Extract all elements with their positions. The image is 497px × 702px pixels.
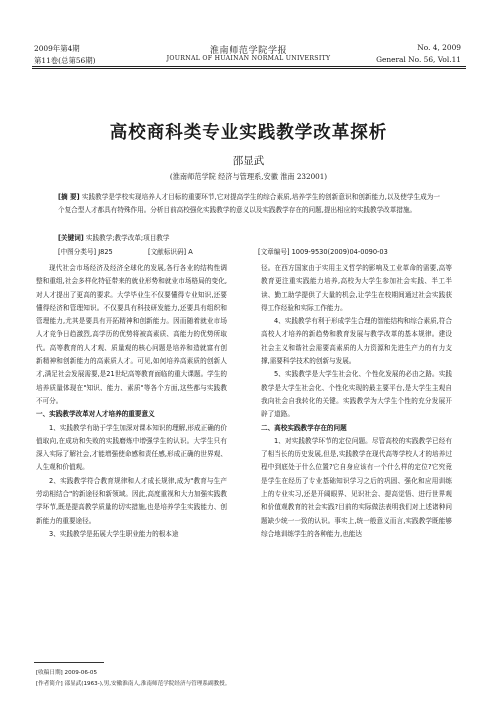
volume-en: General No. 56, Vol.11 xyxy=(376,55,461,64)
body-paragraph: 1、实践教学有助于学生加深对课本知识的理解,形成正确的价值取向,在成功和失败的实践磨炼中增强学生的认识。大学生只有深入实际了解社会,才能增强使命感和责任感,形成正确的世界观、人生观和价值观。 xyxy=(36,423,227,472)
document-code: [文献标识码] A xyxy=(148,248,193,256)
body-paragraph: 4、实践教学有利于形成学生合理的智能结构和综合素质,符合高校人才培养的新趋势和教育发展与教学改革的基本规律。建设社会主义和谐社会需要高素质的人力资源和先进生产力的有力支撑,需要科学技术的创新与发展。 xyxy=(261,317,452,366)
author-bio: [作者简介] 邵显武(1963-),男,安徽淮南人,淮南师范学院经济与管理系副教授。 xyxy=(36,681,231,687)
keywords xyxy=(58,232,170,242)
body-paragraph: 1、对实践教学环节的定位问题。尽管高校的实践教学已经有了相当长的历史发展,但是,实践教学在现代高等学校人才的培养过程中到底处于什么位置?它自身应该有一个什么样的定位?它究竟是学生在经历了专业基础知识学习之后的巩固、强化和应用训练上的专业实习,还是开阔眼界、见识社会、提高觉悟、进行世界观和价值观教育的社会实践?目前的实际做法表明我们对上述诸种问题缺少统一一致的认识。事实上,统一般意义而言,实践教学既能够综合地训练学生的各种能力,也能达 xyxy=(261,436,452,538)
received-date: [收稿日期] 2009-06-05 xyxy=(36,670,98,676)
header-rule-thin xyxy=(32,68,466,69)
section-heading: 一、实践教学改革对人才培养的重要意义 xyxy=(36,410,155,419)
body-column-left xyxy=(36,262,227,541)
footnote-rule xyxy=(34,662,104,663)
journal-header xyxy=(0,0,497,72)
volume-cn: 第11卷(总第56期) xyxy=(34,56,96,65)
article-number: [文章编号] 1009-9530(2009)04-0090-03 xyxy=(258,248,388,256)
issue-en: No. 4, 2009 xyxy=(417,43,461,52)
body-paragraph: 径。在西方国家由于实用主义哲学的影响及工业革命的需要,高等教育更注重实践能力培养,高校为大学生参加社会实践、半工半读、勤工助学提供了大量的机会,让学生在校期间通过社会实践获得工作经验和实际工作能力。 xyxy=(261,264,452,312)
journal-name-cn: 淮南师范学院学报 xyxy=(209,45,288,56)
author-name: 邵显武 xyxy=(232,155,265,167)
body-paragraph: 5、实践教学是大学生社会化、个性化发展的必由之路。实践教学是大学生社会化、个性化实现的最主要平台,是大学生主观自我向社会自我转化的关键。实践教学为大学生个性的充分发展开辟了道路。 xyxy=(261,370,452,419)
header-rule xyxy=(32,66,466,67)
abstract-text: 实践教学是学校实现培养人才目标的重要环节,它对提高学生的综合素质,培养学生的创新意识和创新能力,以及使学生成为一个复合型人才都具有特殊作用。分析目前高校强化实践教学的意义以及实践教学存在的问题,提出相应的实践教学改革措施。 xyxy=(58,193,440,215)
journal-name-en: JOURNAL OF HUAINAN NORMAL UNIVERSITY xyxy=(166,55,331,62)
body-paragraph: 2、实践教学符合教育规律和人才成长规律,成为"教育与生产劳动相结合"的新途径和新领域。因此,高度重视和大力加强实践教学环节,既是提高教学质量的切实措施,也是培养学生实践能力、创新能力的重要途径。 xyxy=(36,476,227,525)
abstract-label: [摘 要] xyxy=(58,193,80,201)
article-title: 高校商科类专业实践教学改革探析 xyxy=(109,123,388,143)
abstract xyxy=(58,191,440,217)
clc-number: [中图分类号] J825 xyxy=(58,248,113,256)
body-column-right xyxy=(261,262,452,541)
section-heading: 二、高校实践教学存在的问题 xyxy=(261,423,347,432)
author-affiliation: (淮南师范学院 经济与管理系,安徽 淮南 232001) xyxy=(169,172,328,181)
keywords-text: 实践教学;教学改革;项目教学 xyxy=(85,234,170,242)
keywords-label: [关键词] xyxy=(58,234,84,242)
issue-cn: 2009年第4期 xyxy=(34,44,80,53)
body-paragraph: 3、实践教学是拓展大学生职业能力的根本途 xyxy=(49,529,179,538)
body-paragraph: 现代社会市场经济及经济全球化的发展,各行各业的结构性调整和重组,社会多样化特征带来的就业形势和就业市场格局的变化,对人才提出了更高的要求。大学毕业生不仅要懂得专业知识,还要懂得经济和管理知识。不仅要具有科技研发能力,还要具有组织和管理能力,尤其是要具有开拓精神和创新能力。因而随着就业市场人才竞争日趋激烈,高学历的优势将被高素质、高能力的优势所取代。高等教育的人才观、质量观的核心问题是培养和造就富有创新精神和创新能力的高素质人才。可见,如何培养高素质的创新人才,满足社会发展需要,是21世纪高等教育面临的重大课题。学生的培养质量体现在"知识、能力、素质"等各个方面,这些都与实践教不可分。 xyxy=(36,264,227,405)
